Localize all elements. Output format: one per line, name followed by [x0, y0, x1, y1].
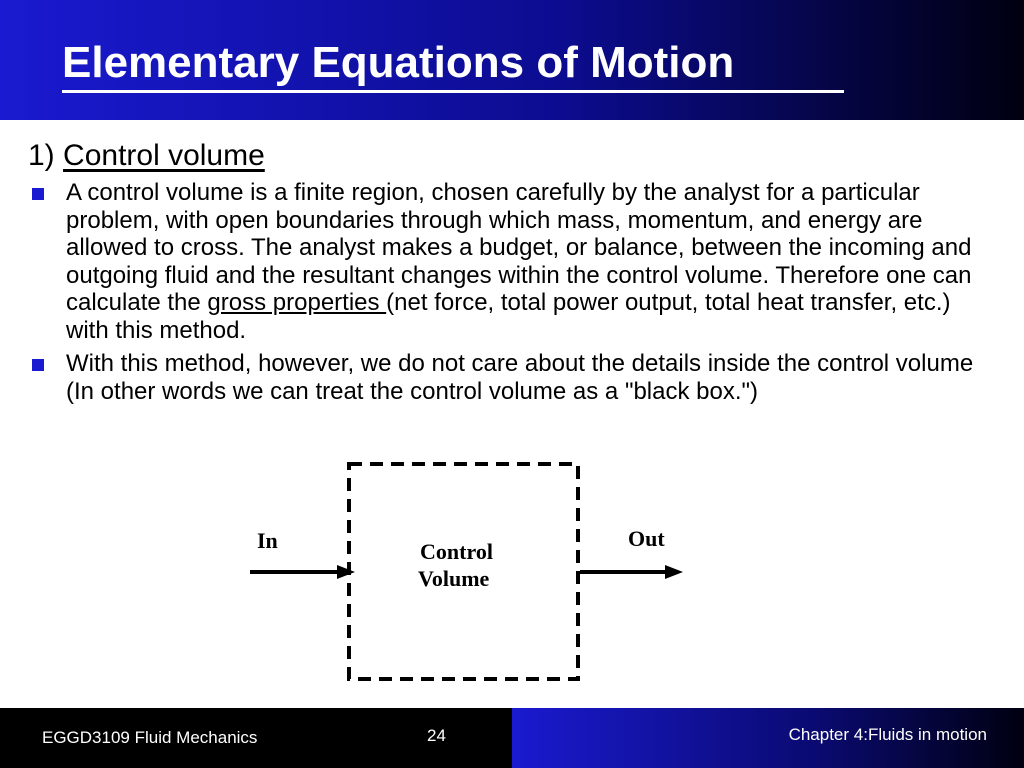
square-bullet-icon — [32, 359, 44, 371]
section-heading — [28, 138, 265, 174]
out-arrowhead-icon — [665, 565, 683, 579]
section-number: 1) — [28, 139, 55, 172]
in-arrowhead-icon — [337, 565, 355, 579]
in-label: In — [257, 528, 278, 553]
square-bullet-icon — [32, 188, 44, 200]
footer-course-name: EGGD3109 Fluid Mechanics — [42, 728, 258, 747]
box-label-line-1: Control — [420, 539, 493, 564]
out-label: Out — [628, 526, 665, 551]
bullet-item-1 — [30, 179, 990, 344]
slide-title: Elementary Equations of Motion — [62, 38, 735, 87]
bullet-item-2 — [30, 350, 990, 405]
footer-chapter-name: Chapter 4:Fluids in motion — [788, 725, 987, 744]
box-label-line-2: Volume — [418, 566, 490, 591]
bullet-2-text: With this method, however, we do not care about the details inside the control volume (In other words we can treat the control volume as a "black box.") — [66, 350, 974, 405]
bullet-1-underlined-text: gross properties — [207, 289, 387, 316]
bullet-1-text-start: A control volume is a finite region, chosen carefully by the analyst for a particular problem, with open boundaries through which mass, momentum, and energy are allowed to cross. The analyst makes a budget, or balance, between the incoming and outgoing fluid and the resultant changes within the control volume. Therefore one can calculate the — [66, 179, 972, 316]
title-underline — [62, 90, 844, 93]
bullet-list — [30, 179, 990, 411]
control-volume-diagram — [245, 455, 695, 690]
bullet-1-text-end: (net force, total power output, total heat transfer, etc.) with this method. — [66, 289, 951, 344]
page-number: 24 — [427, 726, 446, 745]
section-title: Control volume — [63, 139, 265, 172]
title-bar — [0, 0, 1024, 120]
